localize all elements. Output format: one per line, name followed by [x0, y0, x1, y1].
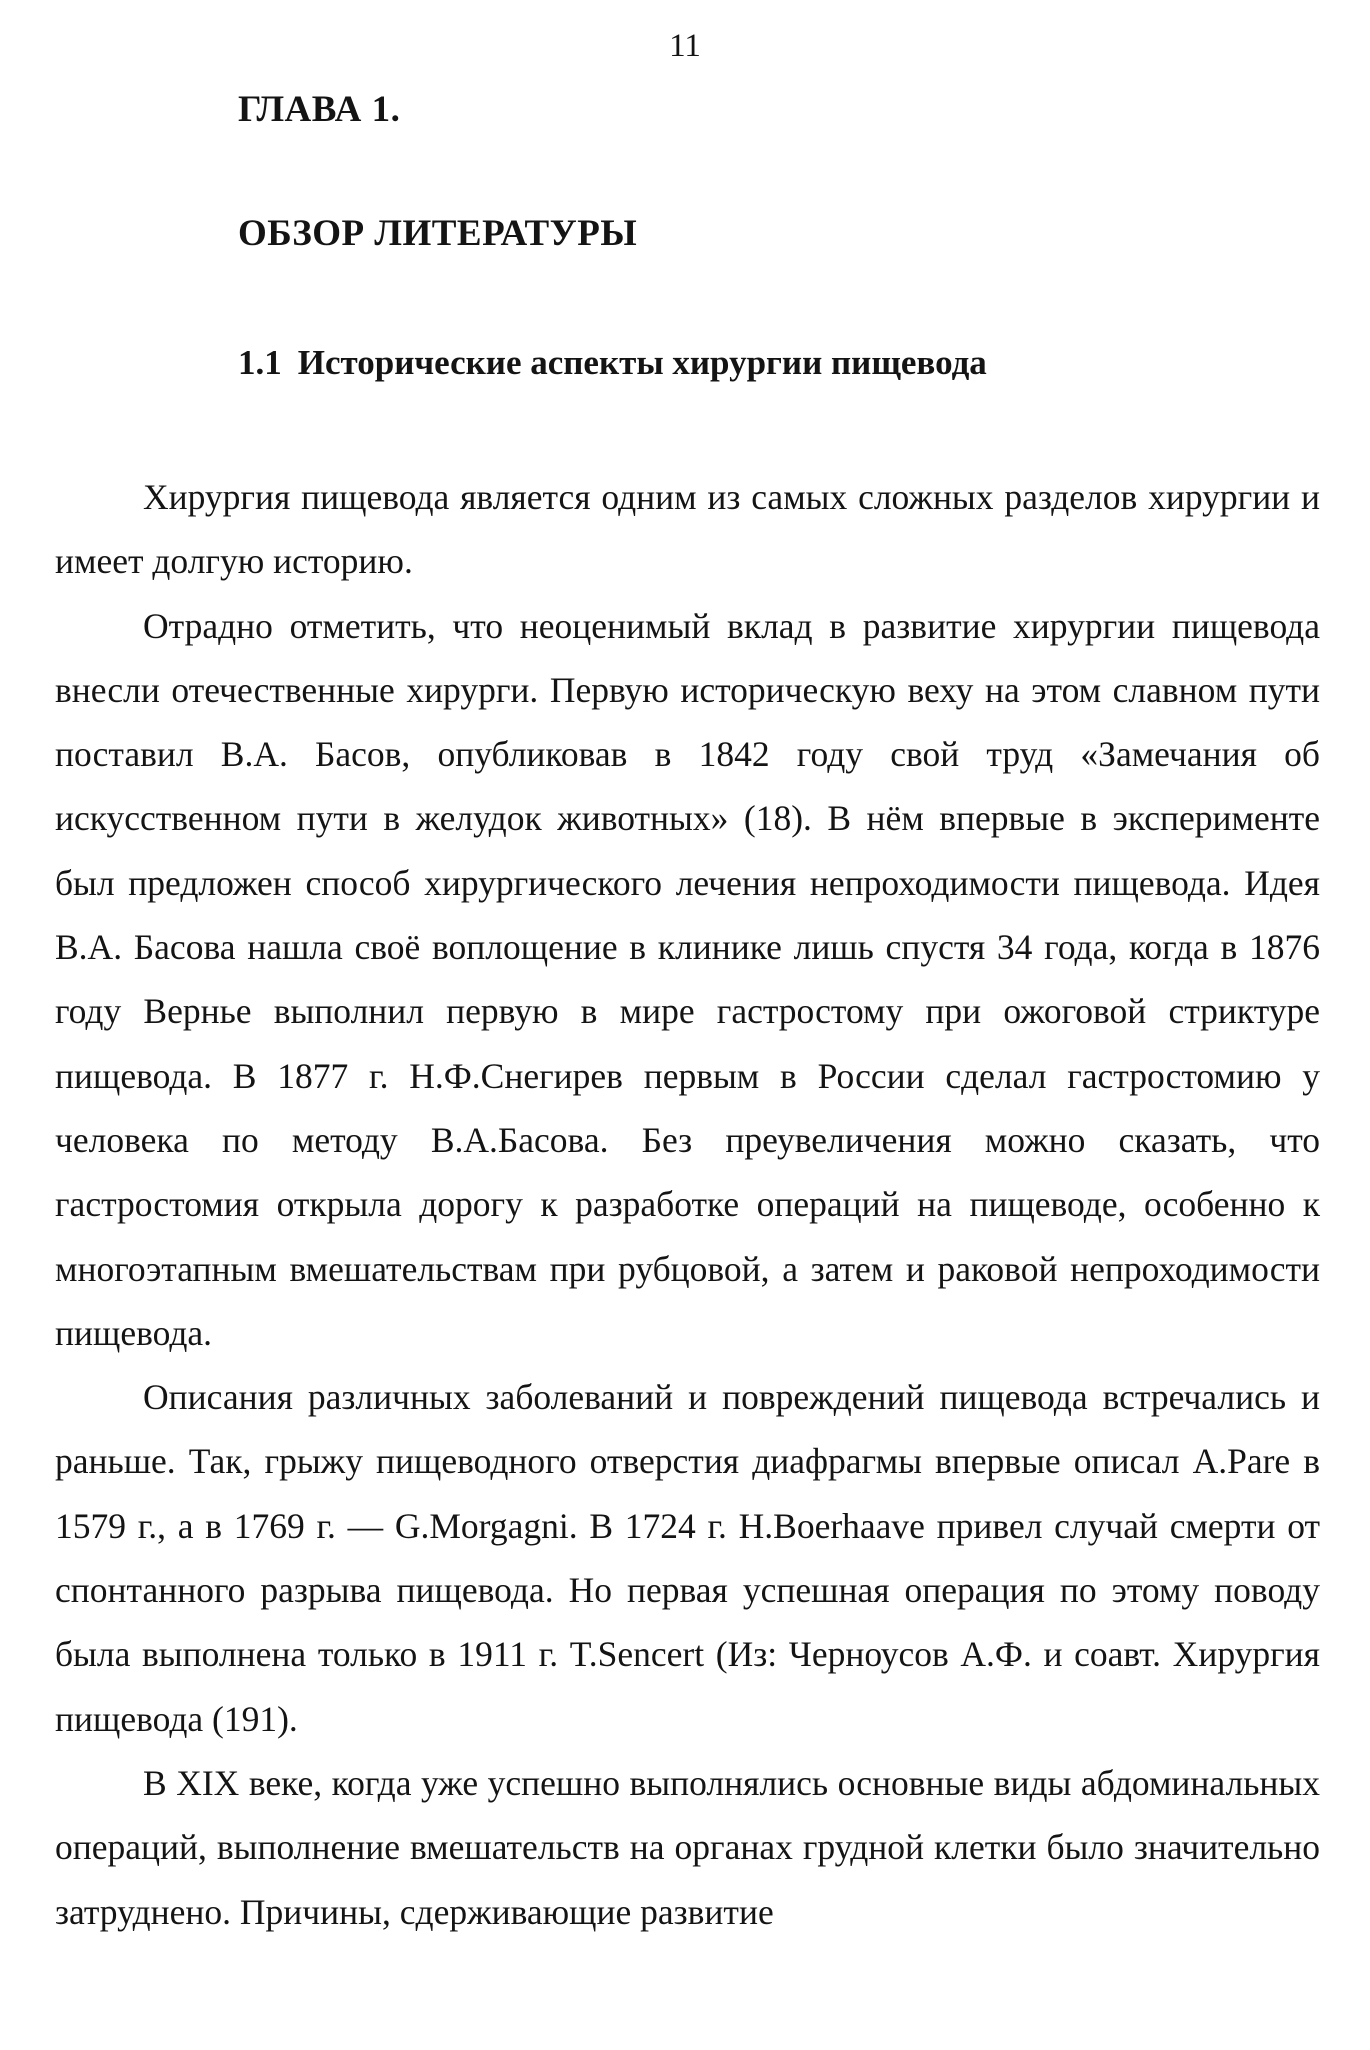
- paragraph: Описания различных заболеваний и повреждений пищевода встречались и раньше. Так, грыжу пищеводного отверстия диафрагмы впервые описал A.Pare в 1579 г., а в 1769 г. — G.Morgagni. В 1724 г. H.Boerhaave привел случай смерти от спонтанного разрыва пищевода. Но первая успешная операция по этому поводу была выполнена только в 1911 г. T.Sencert (Из: Черноусов А.Ф. и соавт. Хирургия пищевода (191).: [55, 1377, 1320, 1739]
- section-title: Исторические аспекты хирургии пищевода: [297, 343, 987, 382]
- section-number: 1.1: [238, 343, 282, 382]
- paragraph: Отрадно отметить, что неоценимый вклад в развитие хирургии пищевода внесли отечественные хирурги. Первую историческую веху на этом славном пути поставил В.А. Басов, опубликовав в 1842 году свой труд «Замечания об искусственном пути в желудок животных» (18). В нём впервые в эксперименте был предложен способ хирургического лечения непроходимости пищевода. Идея В.А. Басова нашла своё воплощение в клинике лишь спустя 34 года, когда в 1876 году Вернье выполнил первую в мире гастростому при ожоговой стриктуре пищевода. В 1877 г. Н.Ф.Снегирев первым в России сделал гастростомию у человека по методу В.А.Басова. Без преувеличения можно сказать, что гастростомия открыла дорогу к разработке операций на пищеводе, особенно к многоэтапным вмешательствам при рубцовой, а затем и раковой непроходимости пищевода.: [55, 605, 1320, 1353]
- paragraph: Хирургия пищевода является одним из самых сложных разделов хирургии и имеет долгую историю.: [55, 477, 1320, 582]
- paragraph: В XIX веке, когда уже успешно выполнялись основные виды абдоминальных операций, выполнение вмешательств на органах грудной клетки было значительно затруднено. Причины, сдерживающие развитие: [55, 1762, 1320, 1932]
- body-text: [55, 465, 1320, 1944]
- section-heading: [238, 343, 987, 383]
- page-number: 11: [669, 28, 701, 64]
- chapter-title: ОБЗОР ЛИТЕРАТУРЫ: [238, 213, 638, 254]
- chapter-label: ГЛАВА 1.: [238, 89, 401, 130]
